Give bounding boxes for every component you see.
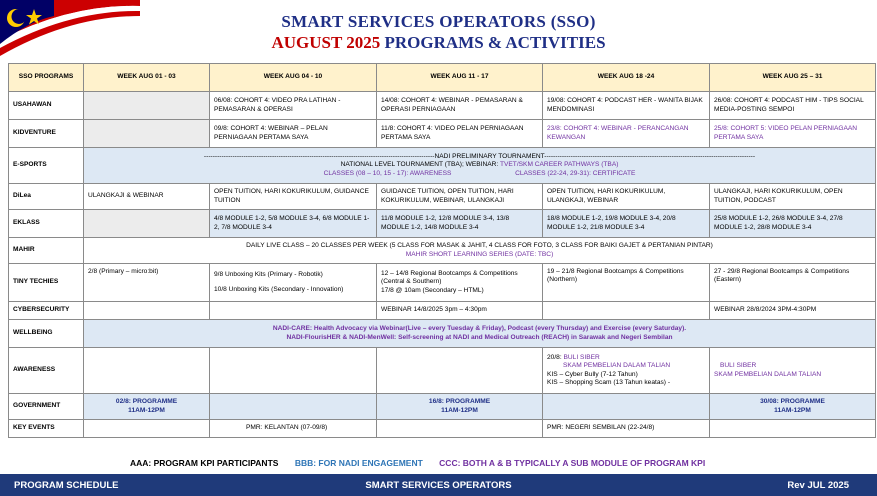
cell-eklass-w3: 11/8 MODULE 1-2, 12/8 MODULE 3-4, 13/8 MODULE 1-2, 14/8 MODULE 3-4 xyxy=(377,210,543,238)
header-week-3: WEEK AUG 11 - 17 xyxy=(377,64,543,92)
cell-cyber-w1 xyxy=(84,302,210,320)
cell-esports xyxy=(84,148,876,184)
cell-eklass-w4: 18/8 MODULE 1-2, 19/8 MODULE 3-4, 20/8 MODULE 1-2, 21/8 MODULE 3-4 xyxy=(543,210,710,238)
header-week-5: WEEK AUG 25 – 31 xyxy=(710,64,876,92)
cell-government-w1 xyxy=(84,394,210,420)
cell-awareness-w5 xyxy=(710,348,876,394)
esports-classes-certificate: CLASSES (22-24, 29-31): CERTIFICATE xyxy=(515,169,636,177)
cell-usahawan-w2: 06/08: COHORT 4: VIDEO PRA LATIHAN - PEMASARAN & OPERASI xyxy=(210,92,377,120)
legend-bbb: BBB: FOR NADI ENGAGEMENT xyxy=(294,458,423,468)
row-dilea xyxy=(9,184,876,210)
row-label-mahir: MAHIR xyxy=(9,238,84,264)
cell-keyevents-w3 xyxy=(377,420,543,438)
cell-kidventure-w2: 09/8: COHORT 4: WEBINAR – PELAN PERNIAGAAN PERTAMA SAYA xyxy=(210,120,377,148)
esports-line-2 xyxy=(88,161,871,169)
cell-tinytechies-w4: 19 – 21/8 Regional Bootcamps & Competitions (Northern) xyxy=(543,264,710,302)
cell-dilea-w2: OPEN TUITION, HARI KOKURIKULUM, GUIDANCE TUITION xyxy=(210,184,377,210)
government-w1-time: 11AM-12PM xyxy=(128,406,165,414)
cell-dilea-w1: ULANGKAJI & WEBINAR xyxy=(84,184,210,210)
cell-awareness-w3 xyxy=(377,348,543,394)
government-w3-title: 16/8: PROGRAMME xyxy=(428,398,491,406)
row-label-eklass: EKLASS xyxy=(9,210,84,238)
cell-government-w5 xyxy=(710,394,876,420)
header-week-2: WEEK AUG 04 - 10 xyxy=(210,64,377,92)
esports-tournament: NATIONAL LEVEL TOURNAMENT (TBA); WEBINAR: xyxy=(340,161,499,169)
title-line-2 xyxy=(0,32,877,54)
row-eklass xyxy=(9,210,876,238)
row-awareness xyxy=(9,348,876,394)
schedule-table xyxy=(8,63,876,438)
row-label-cybersecurity: CYBERSECURITY xyxy=(9,302,84,320)
footer-center: SMART SERVICES OPERATORS xyxy=(365,480,512,491)
wellbeing-line-2: NADI-FlourisHER & NADI-MenWell: Self-screening at NADI and Medical Outreach (REACH) in Sarawak and Negeri Sembilan xyxy=(286,333,673,341)
esports-line-1: ---------------------------------------------------------------------------------------------------------NADI PRELIMINARY TOURNAMENT------------------------------------------------------------------------------------------------ xyxy=(203,152,756,160)
row-wellbeing xyxy=(9,320,876,348)
row-tinytechies xyxy=(9,264,876,302)
row-cybersecurity xyxy=(9,302,876,320)
mahir-line-1: DAILY LIVE CLASS – 20 CLASSES PER WEEK (5 CLASS FOR MASAK & JAHIT, 4 CLASS FOR FOTO, 3 CLASS FOR BAIKI GAJET & PERTANIAN PINTAR) xyxy=(246,242,713,250)
cell-dilea-w4: OPEN TUITION, HARI KOKURIKULUM, ULANGKAJI, WEBINAR xyxy=(543,184,710,210)
tinytechies-w3-b: 17/8 @ 10am (Secondary – HTML) xyxy=(381,286,484,294)
cell-cyber-w2 xyxy=(210,302,377,320)
government-w1-title: 02/8: PROGRAMME xyxy=(115,398,178,406)
cell-usahawan-w1 xyxy=(84,92,210,120)
awareness-kis-1: KIS – Cyber Bully (7-12 Tahun) xyxy=(547,370,638,378)
row-label-esports: E-SPORTS xyxy=(9,148,84,184)
cell-keyevents-w4: PMR: NEGERI SEMBILAN (22-24/8) xyxy=(543,420,710,438)
awareness-w4-line-1 xyxy=(547,354,705,362)
row-kidventure xyxy=(9,120,876,148)
cell-tinytechies-w1: 2/8 (Primary – micro:bit) xyxy=(84,264,210,302)
title-rest: PROGRAMS & ACTIVITIES xyxy=(384,33,606,52)
cell-cyber-w4 xyxy=(543,302,710,320)
awareness-date: 20/8: xyxy=(547,353,562,361)
cell-tinytechies-w5: 27 - 29/8 Regional Bootcamps & Competitions (Eastern) xyxy=(710,264,876,302)
cell-mahir xyxy=(84,238,876,264)
cell-awareness-w4 xyxy=(543,348,710,394)
row-label-dilea: DiLea xyxy=(9,184,84,210)
awareness-buli-siber: BULI SIBER xyxy=(563,353,600,361)
cell-usahawan-w5: 26/08: COHORT 4: PODCAST HIM - TIPS SOCIAL MEDIA-POSTING SEMPOI xyxy=(710,92,876,120)
row-label-usahawan: USAHAWAN xyxy=(9,92,84,120)
legend-aaa: AAA: PROGRAM KPI PARTICIPANTS xyxy=(130,458,279,468)
cell-keyevents-w2: PMR: KELANTAN (07-09/8) xyxy=(210,420,377,438)
title-month: AUGUST 2025 xyxy=(271,33,381,52)
row-label-government: GOVERNMENT xyxy=(9,394,84,420)
cell-kidventure-w5: 25/8: COHORT 5: VIDEO PELAN PERNIAGAAN PERTAMA SAYA xyxy=(710,120,876,148)
cell-government-w4 xyxy=(543,394,710,420)
esports-classes-awareness: CLASSES (08 – 10, 15 - 17): AWARENESS xyxy=(323,169,452,177)
mahir-line-2: MAHIR SHORT LEARNING SERIES (DATE: TBC) xyxy=(405,250,554,258)
cell-keyevents-w5 xyxy=(710,420,876,438)
cell-wellbeing xyxy=(84,320,876,348)
cell-eklass-w1 xyxy=(84,210,210,238)
footer-bar xyxy=(0,474,877,496)
legend xyxy=(130,458,719,468)
cell-cyber-w3: WEBINAR 14/8/2025 3pm – 4:30pm xyxy=(377,302,543,320)
cell-government-w2 xyxy=(210,394,377,420)
cell-usahawan-w4: 19/08: COHORT 4: PODCAST HER - WANITA BIJAK MENDOMINASI xyxy=(543,92,710,120)
awareness-w5-skam: SKAM PEMBELIAN DALAM TALIAN xyxy=(714,370,822,378)
cell-eklass-w2: 4/8 MODULE 1-2, 5/8 MODULE 3-4, 6/8 MODULE 1-2, 7/8 MODULE 3-4 xyxy=(210,210,377,238)
header-week-1: WEEK AUG 01 - 03 xyxy=(84,64,210,92)
row-label-keyevents: KEY EVENTS xyxy=(9,420,84,438)
header-week-4: WEEK AUG 18 -24 xyxy=(543,64,710,92)
awareness-kis-2: KIS – Shopping Scam (13 Tahun keatas) - xyxy=(547,378,671,386)
cell-eklass-w5: 25/8 MODULE 1-2, 26/8 MODULE 3-4, 27/8 MODULE 1-2, 28/8 MODULE 3-4 xyxy=(710,210,876,238)
cell-dilea-w5: ULANGKAJI, HARI KOKURIKULUM, OPEN TUITION, PODCAST xyxy=(710,184,876,210)
row-esports xyxy=(9,148,876,184)
footer-right: Rev JUL 2025 xyxy=(787,480,849,491)
header-programs: SSO PROGRAMS xyxy=(9,64,84,92)
cell-awareness-w1 xyxy=(84,348,210,394)
cell-awareness-w2 xyxy=(210,348,377,394)
cell-tinytechies-w2 xyxy=(210,264,377,302)
cell-dilea-w3: GUIDANCE TUITION, OPEN TUITION, HARI KOKURIKULUM, WEBINAR, ULANGKAJI xyxy=(377,184,543,210)
title-line-1: SMART SERVICES OPERATORS (SSO) xyxy=(281,12,596,31)
footer-left: PROGRAM SCHEDULE xyxy=(14,480,119,491)
esports-line-3 xyxy=(88,170,871,178)
cell-government-w3 xyxy=(377,394,543,420)
government-w5-time: 11AM-12PM xyxy=(774,406,811,414)
row-label-awareness: AWARENESS xyxy=(9,348,84,394)
cell-usahawan-w3: 14/08: COHORT 4: WEBINAR - PEMASARAN & OPERASI PERNIAGAAN xyxy=(377,92,543,120)
row-usahawan xyxy=(9,92,876,120)
wellbeing-line-1: NADI-CARE: Health Advocacy via Webinar(Live – every Tuesday & Friday), Podcast (every Thursday) and Exercise (every Saturday). xyxy=(272,325,687,333)
tinytechies-w2-a: 9/8 Unboxing Kits (Primary - Robotik) xyxy=(214,271,323,279)
row-label-kidventure: KIDVENTURE xyxy=(9,120,84,148)
esports-webinar: TVET/SKM CAREER PATHWAYS (TBA) xyxy=(499,161,619,169)
cell-tinytechies-w3 xyxy=(377,264,543,302)
cell-kidventure-w1 xyxy=(84,120,210,148)
legend-ccc: CCC: BOTH A & B TYPICALLY A SUB MODULE OF PROGRAM KPI xyxy=(439,458,706,468)
awareness-skam: SKAM PEMBELIAN DALAM TALIAN xyxy=(563,362,671,370)
row-keyevents xyxy=(9,420,876,438)
awareness-w5-buli: BULI SIBER xyxy=(720,362,757,370)
government-w3-time: 11AM-12PM xyxy=(441,406,478,414)
cell-keyevents-w1 xyxy=(84,420,210,438)
header-row xyxy=(9,64,876,92)
tinytechies-w2-b: 10/8 Unboxing Kits (Secondary - Innovation) xyxy=(214,285,344,293)
row-mahir xyxy=(9,238,876,264)
row-government xyxy=(9,394,876,420)
tinytechies-w3-a: 12 – 14/8 Regional Bootcamps & Competitions (Central & Southern) xyxy=(381,269,518,286)
cell-kidventure-w3: 11/8: COHORT 4: VIDEO PELAN PERNIAGAAN PERTAMA SAYA xyxy=(377,120,543,148)
row-label-wellbeing: WELLBEING xyxy=(9,320,84,348)
page-title xyxy=(0,12,877,54)
row-label-tinytechies: TINY TECHIES xyxy=(9,264,84,302)
cell-kidventure-w4: 23/8: COHORT 4: WEBINAR - PERANCANGAN KEWANGAN xyxy=(543,120,710,148)
cell-cyber-w5: WEBINAR 28/8/2024 3PM-4:30PM xyxy=(710,302,876,320)
government-w5-title: 30/08: PROGRAMME xyxy=(760,398,825,406)
